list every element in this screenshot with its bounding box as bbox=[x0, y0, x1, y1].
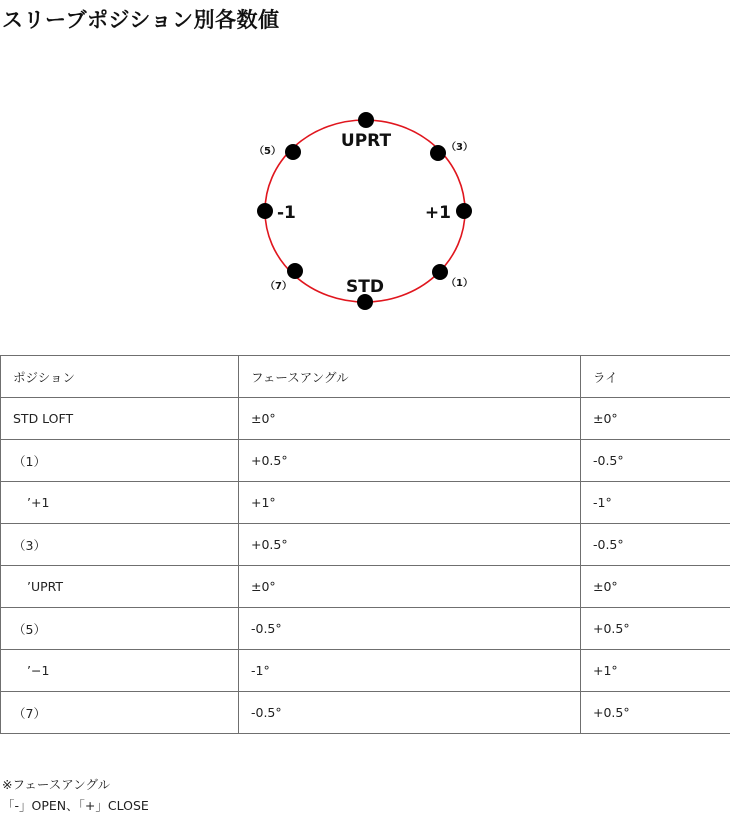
label-3: （3） bbox=[446, 142, 473, 153]
table-row bbox=[1, 692, 730, 734]
position-dot-3 bbox=[430, 145, 446, 161]
label-1: （1） bbox=[446, 278, 473, 289]
cell-face-angle: +0.5° bbox=[239, 440, 581, 482]
cell-position: （7） bbox=[1, 692, 239, 734]
cell-position: ’UPRT bbox=[1, 566, 239, 608]
header-position: ポジション bbox=[1, 356, 239, 398]
cell-face-angle: +1° bbox=[239, 482, 581, 524]
table-row bbox=[1, 398, 730, 440]
cell-face-angle: ±0° bbox=[239, 398, 581, 440]
table-row bbox=[1, 650, 730, 692]
cell-position: （5） bbox=[1, 608, 239, 650]
cell-position: STD LOFT bbox=[1, 398, 239, 440]
sleeve-diagram-svg bbox=[250, 106, 480, 316]
cell-face-angle: -1° bbox=[239, 650, 581, 692]
table-row bbox=[1, 440, 730, 482]
face-angle-footnote bbox=[2, 774, 149, 816]
cell-face-angle: +0.5° bbox=[239, 524, 581, 566]
position-dot-minus1 bbox=[257, 203, 273, 219]
position-dot-5 bbox=[285, 144, 301, 160]
table-header-row bbox=[1, 356, 730, 398]
label-5: （5） bbox=[254, 146, 281, 157]
cell-lie: ±0° bbox=[581, 566, 730, 608]
cell-position: ’+1 bbox=[1, 482, 239, 524]
header-lie: ライ bbox=[581, 356, 730, 398]
label-uprt: UPRT bbox=[340, 131, 392, 151]
sleeve-position-diagram bbox=[250, 106, 480, 316]
footnote-legend: 「-」OPEN、「+」CLOSE bbox=[2, 798, 149, 813]
footnote-title: ※フェースアングル bbox=[2, 777, 111, 792]
cell-lie: -0.5° bbox=[581, 524, 730, 566]
table-row bbox=[1, 524, 730, 566]
cell-face-angle: -0.5° bbox=[239, 692, 581, 734]
cell-lie: -0.5° bbox=[581, 440, 730, 482]
cell-lie: +0.5° bbox=[581, 692, 730, 734]
cell-lie: -1° bbox=[581, 482, 730, 524]
cell-position: ’−1 bbox=[1, 650, 239, 692]
table-row bbox=[1, 608, 730, 650]
cell-lie: +0.5° bbox=[581, 608, 730, 650]
position-dot-plus1 bbox=[456, 203, 472, 219]
position-dot-7 bbox=[287, 263, 303, 279]
cell-lie: ±0° bbox=[581, 398, 730, 440]
cell-position: （1） bbox=[1, 440, 239, 482]
cell-face-angle: ±0° bbox=[239, 566, 581, 608]
table-row bbox=[1, 566, 730, 608]
position-dot-uprt bbox=[358, 112, 374, 128]
label-minus1: -1 bbox=[277, 203, 296, 223]
label-std: STD bbox=[346, 277, 384, 297]
cell-position: （3） bbox=[1, 524, 239, 566]
page-title: スリーブポジション別各数値 bbox=[2, 8, 280, 32]
table-row bbox=[1, 482, 730, 524]
cell-face-angle: -0.5° bbox=[239, 608, 581, 650]
cell-lie: +1° bbox=[581, 650, 730, 692]
sleeve-position-table bbox=[0, 355, 730, 734]
label-plus1: +1 bbox=[424, 203, 451, 223]
header-face-angle: フェースアングル bbox=[239, 356, 581, 398]
label-7: （7） bbox=[265, 281, 292, 292]
